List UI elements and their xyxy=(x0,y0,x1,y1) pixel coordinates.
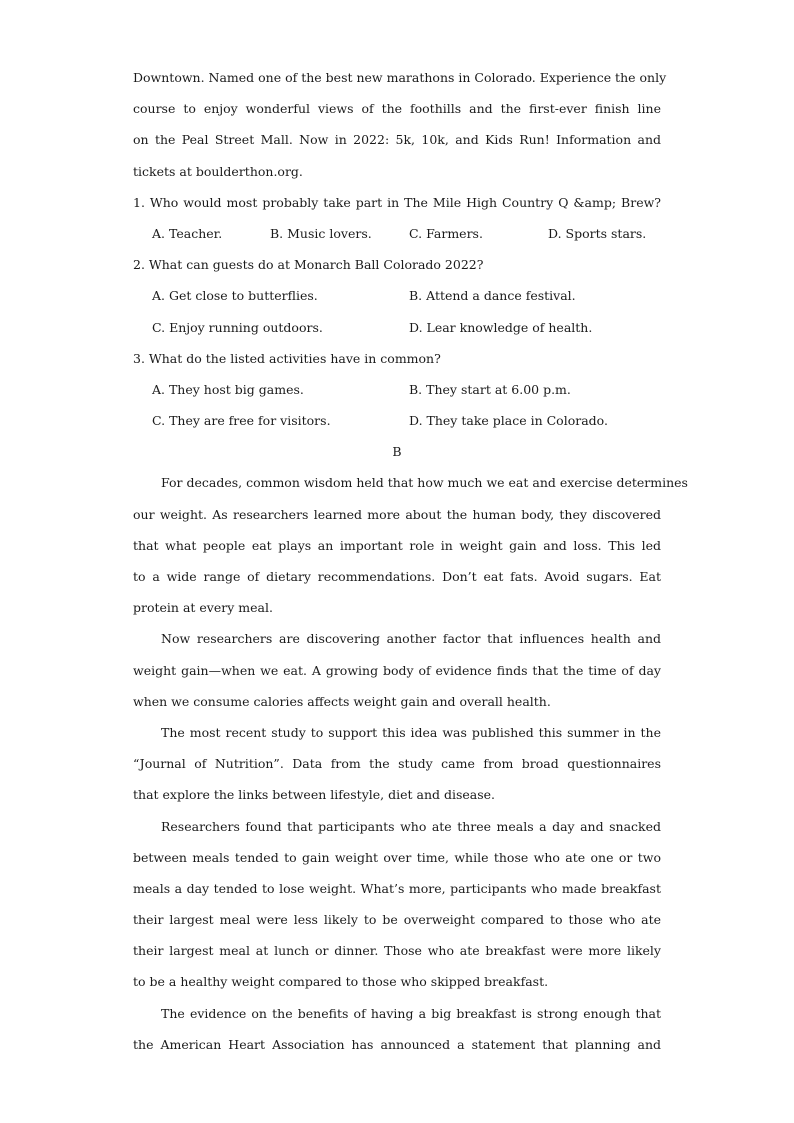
intro-line: tickets at boulderthon.org. xyxy=(133,163,303,179)
paragraph-line: when we consume calories affects weight gain and overall health. xyxy=(133,693,551,709)
intro-passage xyxy=(133,62,667,187)
paragraph-line: The evidence on the benefits of having a big breakfast is strong enough that xyxy=(161,1005,661,1021)
paragraph-line: protein at every meal. xyxy=(133,600,273,616)
paragraph-line: between meals tended to gain weight over time, while those who ate one or two xyxy=(133,849,661,865)
passage-b xyxy=(133,467,688,1060)
option-row xyxy=(133,312,661,343)
option-d: D. Lear knowledge of health. xyxy=(409,319,593,335)
option-row xyxy=(133,218,661,249)
paragraph-line: to a wide range of dietary recommendations. Don’t eat fats. Avoid sugars. Eat xyxy=(133,569,661,584)
intro-line: on the Peal Street Mall. Now in 2022: 5k, 10k, and Kids Run! Information and xyxy=(133,132,661,148)
document-page xyxy=(133,62,688,1060)
paragraph-line: weight gain—when we eat. A growing body of evidence finds that the time of day xyxy=(133,662,661,678)
paragraph-line: their largest meal were less likely to be overweight compared to those who ate xyxy=(133,912,661,928)
paragraph-line: For decades, common wisdom held that how much we eat and exercise determines xyxy=(161,475,688,491)
paragraph xyxy=(133,717,661,811)
paragraph-line: the American Heart Association has announced a statement that planning and xyxy=(133,1036,661,1052)
question-stem: 1. Who would most probably take part in The Mile High Country Q &amp; Brew? xyxy=(133,194,661,210)
paragraph-line: our weight. As researchers learned more about the human body, they discovered xyxy=(133,506,661,522)
paragraph-line: Researchers found that participants who ate three meals a day and snacked xyxy=(161,818,661,834)
option-a: A. Get close to butterflies. xyxy=(152,288,318,304)
option-b: B. Attend a dance festival. xyxy=(409,288,576,304)
paragraph-line: meals a day tended to lose weight. What’s more, participants who made breakfast xyxy=(133,880,661,896)
paragraph xyxy=(133,811,661,998)
option-d: D. They take place in Colorado. xyxy=(409,413,608,429)
section-heading: B xyxy=(392,444,402,460)
option-a: A. They host big games. xyxy=(152,381,304,397)
paragraph-line: that what people eat plays an important role in weight gain and loss. This led xyxy=(133,537,661,553)
paragraph-line: The most recent study to support this idea was published this summer in the xyxy=(161,724,661,740)
paragraph xyxy=(133,998,661,1060)
question-2 xyxy=(133,249,661,343)
paragraph-line: to be a healthy weight compared to those who skipped breakfast. xyxy=(133,974,549,990)
option-d: D. Sports stars. xyxy=(548,225,647,241)
paragraph-line: their largest meal at lunch or dinner. Those who ate breakfast were more likely xyxy=(133,943,661,959)
intro-line: Downtown. Named one of the best new marathons in Colorado. Experience the only xyxy=(133,70,667,85)
option-row xyxy=(133,374,661,405)
question-stem: 2. What can guests do at Monarch Ball Colorado 2022? xyxy=(133,257,484,273)
paragraph-line: Now researchers are discovering another factor that influences health and xyxy=(161,631,661,647)
paragraph xyxy=(133,623,661,717)
option-c: C. Farmers. xyxy=(409,225,483,241)
paragraph-line: that explore the links between lifestyle, diet and disease. xyxy=(133,787,496,803)
paragraph xyxy=(133,467,688,623)
option-b: B. Music lovers. xyxy=(270,225,372,241)
option-b: B. They start at 6.00 p.m. xyxy=(409,381,571,397)
question-1 xyxy=(133,187,661,249)
option-row xyxy=(133,405,661,436)
question-stem: 3. What do the listed activities have in common? xyxy=(133,350,441,366)
option-c: C. They are free for visitors. xyxy=(152,413,331,429)
option-c: C. Enjoy running outdoors. xyxy=(152,319,323,335)
question-3 xyxy=(133,343,661,437)
option-a: A. Teacher. xyxy=(152,225,223,241)
paragraph-line: “Journal of Nutrition”. Data from the study came from broad questionnaires xyxy=(133,756,661,772)
option-row xyxy=(133,280,661,311)
intro-line: course to enjoy wonderful views of the foothills and the first-ever finish line xyxy=(133,101,661,117)
